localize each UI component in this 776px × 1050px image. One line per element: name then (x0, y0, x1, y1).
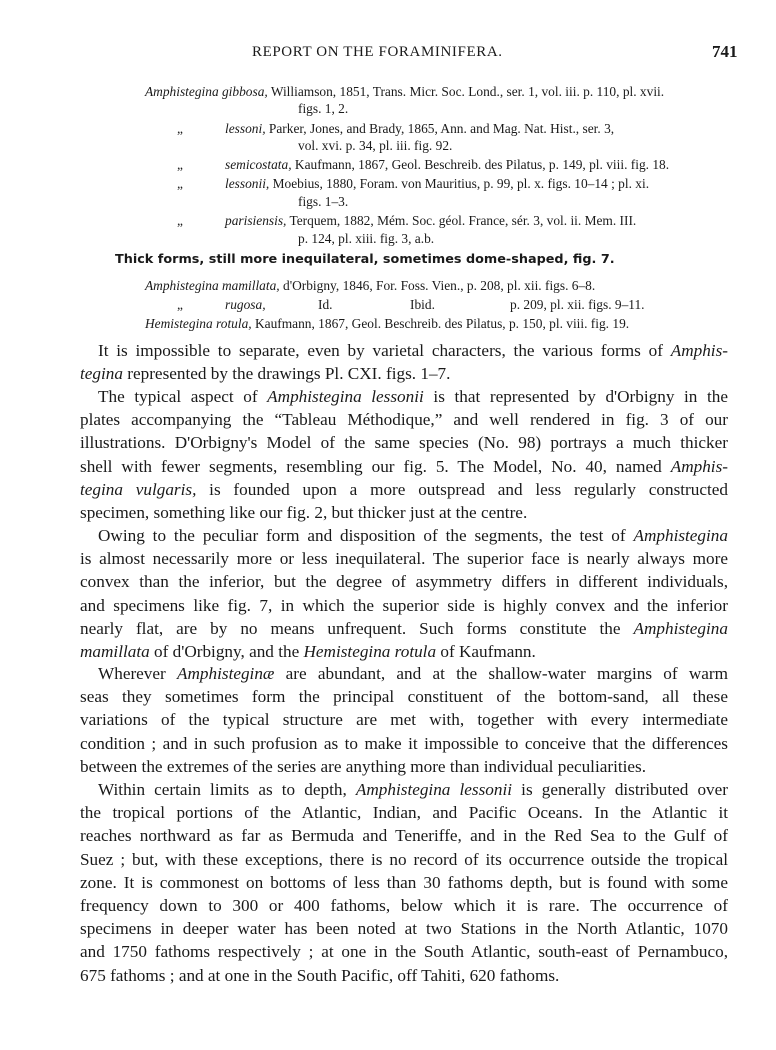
synonym-ref-id: Id. (318, 297, 333, 312)
synonym-continuation: p. 124, pl. xiii. fig. 3, a.b. (298, 231, 435, 246)
text-line: convex than the inferior, but the degree of asymmetry differs in different individuals, (80, 572, 728, 592)
text-line: mamillata of d'Orbigny, and the Hemistegina rotula of Kaufmann. (80, 641, 536, 661)
text-line: reaches northward as far as Bermuda and Teneriffe, and in the Red Sea to the Gulf of (80, 826, 728, 846)
synonym-entry: „ rugosa, (177, 297, 266, 312)
synonym-entry: „ lessoni, Parker, Jones, and Brady, 1865, Ann. and Mag. Nat. Hist., ser. 3, (177, 121, 615, 136)
paragraph (80, 778, 728, 987)
text-line: nearly flat, are by no means unfrequent. Such forms constitute the Amphistegina (80, 618, 728, 638)
synonym-entry: Amphistegina mamillata, d'Orbigny, 1846, For. Foss. Vien., p. 208, pl. xii. figs. 6–8. (145, 278, 596, 293)
text-line: The typical aspect of Amphistegina lessonii is that represented by d'Orbigny in the (98, 387, 728, 406)
text-line: zone. It is commonest on bottoms of less than 30 fathoms depth, but is found with some (80, 872, 728, 892)
synonym-continuation: figs. 1–3. (298, 194, 349, 209)
page-number: 741 (712, 42, 738, 61)
text-line: Within certain limits as to depth, Amphistegina lessonii is generally distributed over (98, 780, 728, 799)
text-line: shell with fewer segments, resembling our fig. 5. The Model, No. 40, named Amphis- (80, 456, 728, 476)
paragraph (80, 662, 728, 778)
synonym-ref-ibid: Ibid. (410, 297, 435, 312)
text-line: Suez ; but, with these exceptions, there is no record of its occurrence outside the tropical (80, 849, 728, 869)
text-line: Wherever Amphisteginæ are abundant, and at the shallow-water margins of warm (98, 664, 728, 683)
text-line: and 1750 fathoms respectively ; at one in the South Atlantic, south-east of Pernambuco, (80, 942, 728, 962)
text-line: It is impossible to separate, even by varietal characters, the various forms of Amphis- (98, 341, 728, 360)
text-line: variations of the typical structure are met with, together with every intermediate (80, 710, 728, 730)
text-line: is almost necessarily more or less inequilateral. The superior face is nearly always more (80, 549, 728, 569)
text-line: between the extremes of the series are anything more than individual peculiarities. (80, 756, 647, 776)
synonym-ref-pages: p. 209, pl. xii. figs. 9–11. (510, 297, 645, 312)
text-line: and specimens like fig. 7, in which the superior side is highly convex and the inferior (80, 595, 728, 615)
text-line: specimen, something like our fig. 2, but thicker just at the centre. (80, 502, 528, 522)
synonym-continuation: figs. 1, 2. (298, 101, 349, 116)
section-subheading: Thick forms, still more inequilateral, sometimes dome-shaped, fig. 7. (115, 252, 615, 267)
paragraph (80, 385, 728, 524)
text-line: plates accompanying the “Tableau Méthodique,” and well rendered in fig. 3 of our (80, 410, 728, 430)
text-line: 675 fathoms ; and at one in the South Pacific, off Tahiti, 620 fathoms. (80, 965, 560, 985)
text-line: specimens in deeper water has been noted at two Stations in the North Atlantic, 1070 (80, 919, 728, 939)
synonym-continuation: vol. xvi. p. 34, pl. iii. fig. 92. (298, 138, 453, 153)
text-line: the tropical portions of the Atlantic, Indian, and Pacific Oceans. In the Atlantic it (80, 803, 728, 823)
text-line: seas they sometimes form the principal constituent of the bottom-sand, all these (80, 687, 728, 707)
paragraph (80, 339, 728, 385)
text-line: Owing to the peculiar form and disposition of the segments, the test of Amphistegina (98, 526, 728, 545)
paragraph (80, 524, 728, 663)
synonym-entry: „ semicostata, Kaufmann, 1867, Geol. Beschreib. des Pilatus, p. 149, pl. viii. fig. 18. (177, 157, 670, 172)
text-line: tegina represented by the drawings Pl. CXI. figs. 1–7. (80, 364, 451, 384)
running-title: REPORT ON THE FORAMINIFERA. (252, 44, 503, 60)
text-line: frequency down to 300 or 400 fathoms, below which it is rare. The occurrence of (80, 895, 728, 915)
running-head (0, 42, 776, 66)
text-line: condition ; and in such profusion as to make it impossible to conceive that the differences (80, 733, 728, 753)
synonym-entry: Hemistegina rotula, Kaufmann, 1867, Geol. Beschreib. des Pilatus, p. 150, pl. viii. fig. 19. (145, 316, 630, 331)
synonym-entry: „ parisiensis, Terquem, 1882, Mém. Soc. géol. France, sér. 3, vol. ii. Mem. III. (177, 213, 637, 228)
text-line: illustrations. D'Orbigny's Model of the same species (No. 98) portrays a much thicker (80, 433, 728, 453)
synonym-entry: Amphistegina gibbosa, Williamson, 1851, Trans. Micr. Soc. Lond., ser. 1, vol. iii. p. 110, pl. xvii. (145, 84, 665, 99)
text-line: tegina vulgaris, is founded upon a more outspread and less regularly constructed (80, 479, 728, 499)
synonym-entry: „ lessonii, Moebius, 1880, Foram. von Mauritius, p. 99, pl. x. figs. 10–14 ; pl. xi. (177, 176, 650, 191)
